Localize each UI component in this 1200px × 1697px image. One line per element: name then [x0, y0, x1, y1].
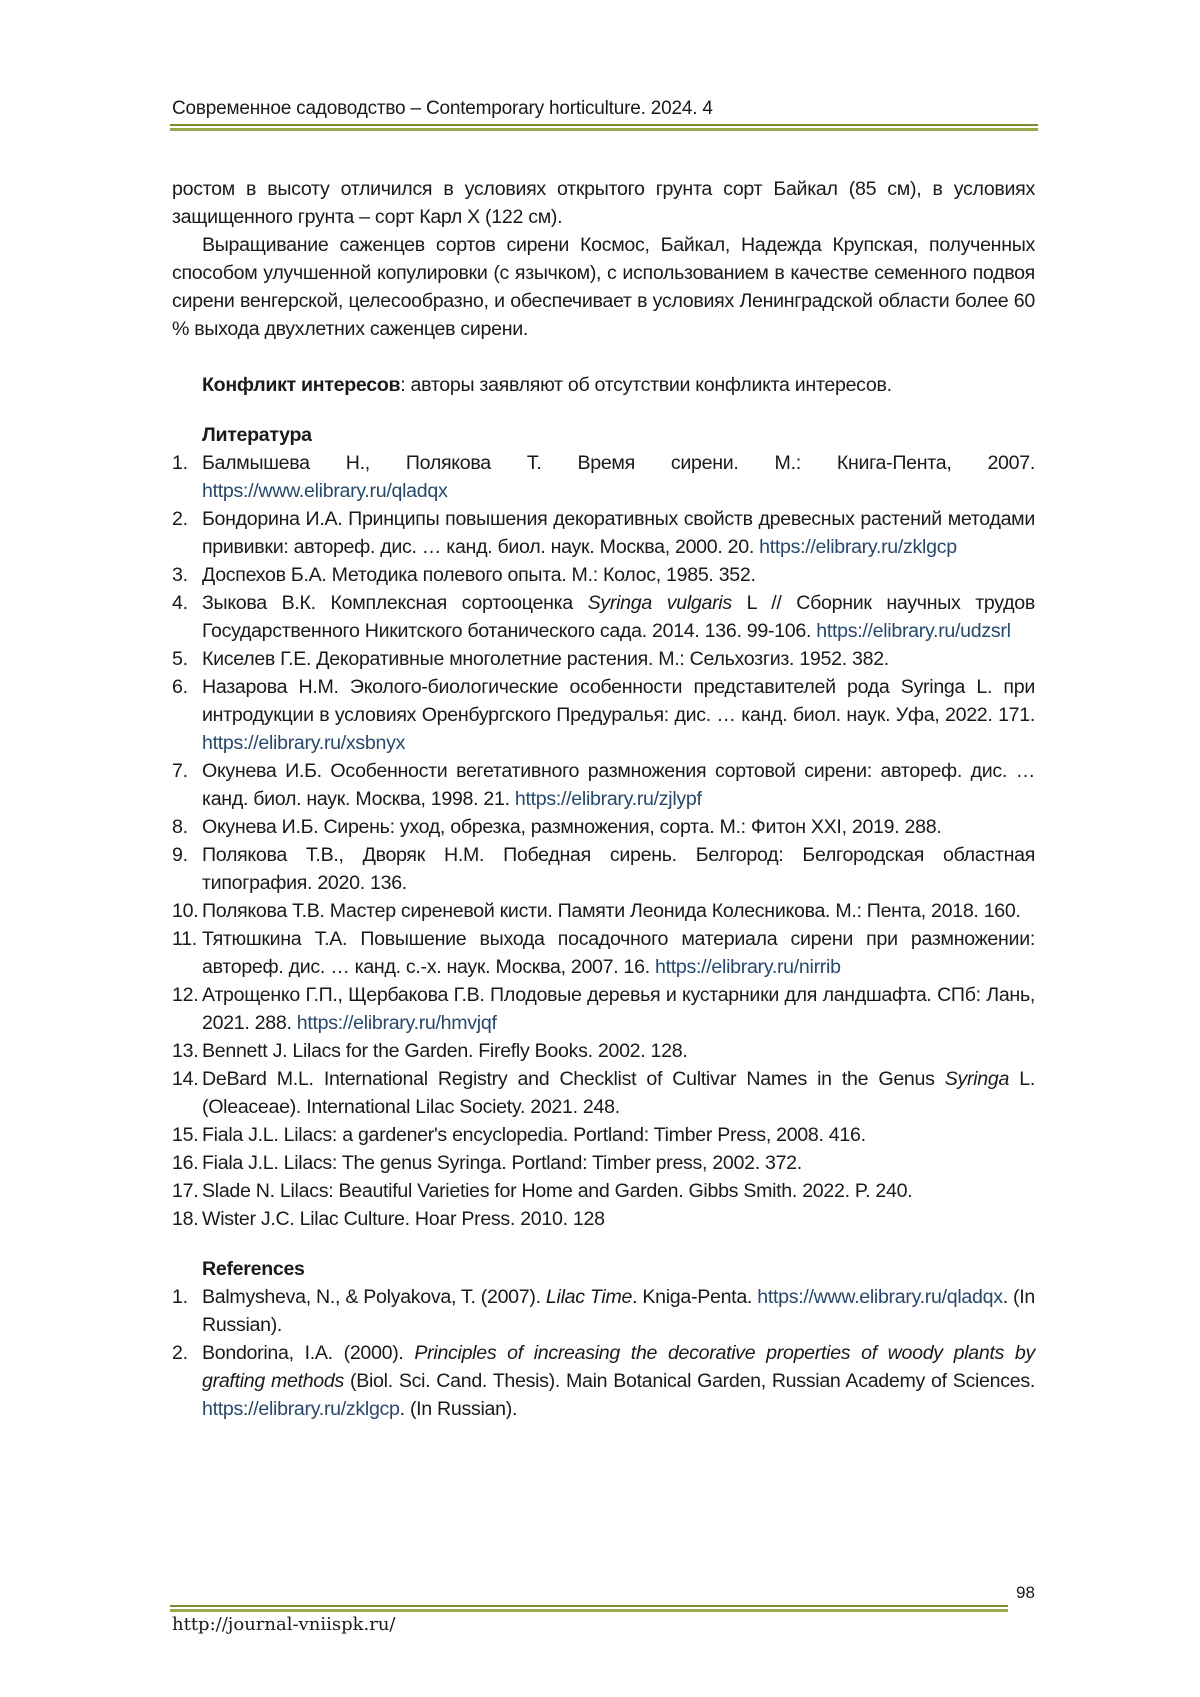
- reference-number: 16.: [172, 1152, 199, 1174]
- journal-header-title: Современное садоводство – Contemporary horticulture. 2024. 4: [172, 98, 713, 119]
- reference-item: [172, 1205, 1035, 1233]
- reference-text: Wister J.C. Lilac Culture. Hoar Press. 2010. 128: [202, 1208, 605, 1230]
- reference-item: [172, 1149, 1035, 1177]
- paragraph: ростом в высоту отличился в условиях открытого грунта сорт Байкал (85 см), в условиях защищенного грунта – сорт Карл Х (122 см).: [172, 178, 1035, 228]
- reference-number: 11.: [172, 928, 197, 950]
- reference-item: [172, 981, 1035, 1037]
- reference-text: Назарова Н.М. Эколого-биологические особенности представителей рода Syringa L. при интродукции в условиях Оренбургского Предуралья: дис. … канд. биол. наук. Уфа, 2022. 171.: [202, 676, 1035, 726]
- reference-number: 14.: [172, 1068, 199, 1090]
- reference-text: . (In Russian).: [202, 1286, 1035, 1336]
- reference-text: Атрощенко Г.П., Щербакова Г.В. Плодовые деревья и кустарники для ландшафта. СПб: Лань, 2021. 288.: [202, 984, 1035, 1034]
- reference-text: Fiala J.L. Lilacs: a gardener's encyclopedia. Portland: Timber Press, 2008. 416.: [202, 1124, 866, 1146]
- reference-link[interactable]: https://elibrary.ru/nirrib: [655, 956, 841, 978]
- reference-link[interactable]: https://www.elibrary.ru/qladqx: [757, 1286, 1003, 1308]
- reference-link[interactable]: https://elibrary.ru/xsbnyx: [202, 732, 406, 754]
- reference-item: [172, 1065, 1035, 1121]
- footer-rule-thick: [170, 1609, 1008, 1612]
- reference-item: [172, 1037, 1035, 1065]
- reference-item: [172, 1283, 1035, 1339]
- reference-item: [172, 645, 1035, 673]
- reference-text: Полякова Т.В., Дворяк Н.М. Победная сирень. Белгород: Белгородская областная типография. 2020. 136.: [202, 844, 1035, 894]
- reference-text: Полякова Т.В. Мастер сиреневой кисти. Памяти Леонида Колесникова. М.: Пента, 2018. 160.: [202, 900, 1021, 922]
- reference-number: 4.: [172, 592, 188, 614]
- reference-number: 8.: [172, 816, 188, 838]
- reference-number: 10.: [172, 900, 199, 922]
- reference-text: Bennett J. Lilacs for the Garden. Firefly Books. 2002. 128.: [202, 1040, 688, 1062]
- reference-number: 17.: [172, 1180, 199, 1202]
- article-body: [172, 175, 1035, 1423]
- reference-text: Бондорина И.А. Принципы повышения декоративных свойств древесных растений методами прививки: автореф. дис. … канд. биол. наук. Москва, 2000. 20.: [202, 508, 1035, 558]
- reference-text: Тятюшкина Т.А. Повышение выхода посадочного материала сирени при размножении: автореф. дис. … канд. с.-х. наук. Москва, 2007. 16.: [202, 928, 1035, 978]
- page-number: 98: [1016, 1583, 1035, 1602]
- reference-text: Зыкова В.К. Комплексная сортооценка: [202, 592, 588, 614]
- reference-text: Balmysheva, N., & Polyakova, T. (2007).: [202, 1286, 546, 1308]
- reference-text: . (In Russian).: [399, 1398, 518, 1420]
- reference-item: [172, 757, 1035, 813]
- conflict-of-interest: [172, 371, 1035, 399]
- spacer: [172, 1233, 1035, 1255]
- header-rule-thick: [170, 128, 1038, 131]
- reference-item: [172, 589, 1035, 645]
- reference-item: [172, 1339, 1035, 1423]
- reference-text: Bondorina, I.A. (2000).: [202, 1342, 415, 1364]
- reference-text: Slade N. Lilacs: Beautiful Varieties for Home and Garden. Gibbs Smith. 2022. P. 240.: [202, 1180, 913, 1202]
- reference-text: Балмышева Н., Полякова Т. Время сирени. М.: Книга-Пента, 2007.: [202, 452, 1035, 474]
- spacer: [172, 343, 1035, 371]
- reference-number: 15.: [172, 1124, 199, 1146]
- paragraph: Выращивание саженцев сортов сирени Космос, Байкал, Надежда Крупская, полученных способом улучшенной копулировки (с язычком), с использованием в качестве семенного подвоя сирени венгерской, целесообразно, и обеспечивает в условиях Ленинградской области более 60 % выхода двухлетних саженцев сирени.: [172, 234, 1035, 340]
- reference-text: L. (Oleaceae). International Lilac Society. 2021. 248.: [202, 1068, 1035, 1118]
- conflict-label: Конфликт интересов: [202, 374, 401, 396]
- reference-number: 12.: [172, 984, 199, 1006]
- reference-number: 1.: [172, 1286, 188, 1308]
- reference-number: 13.: [172, 1040, 199, 1062]
- reference-number: 9.: [172, 844, 188, 866]
- reference-text: (Biol. Sci. Cand. Thesis). Main Botanical Garden, Russian Academy of Sciences.: [344, 1370, 1035, 1392]
- conflict-text: : авторы заявляют об отсутствии конфликта интересов.: [400, 374, 892, 396]
- reference-item: [172, 1121, 1035, 1149]
- header-rule: [170, 124, 1038, 126]
- reference-text: Окунева И.Б. Особенности вегетативного размножения сортовой сирени: автореф. дис. … канд. биол. наук. Москва, 1998. 21.: [202, 760, 1035, 810]
- reference-item: [172, 505, 1035, 561]
- reference-item: [172, 813, 1035, 841]
- reference-text: Киселев Г.Е. Декоративные многолетние растения. М.: Сельхозгиз. 1952. 382.: [202, 648, 889, 670]
- reference-number: 5.: [172, 648, 188, 670]
- reference-italic-text: Syringa: [944, 1068, 1010, 1090]
- literature-heading: Литература: [202, 424, 312, 446]
- reference-link[interactable]: https://elibrary.ru/zjlypf: [514, 788, 702, 810]
- reference-text: Доспехов Б.А. Методика полевого опыта. М.: Колос, 1985. 352.: [202, 564, 756, 586]
- reference-text: L // Сборник научных трудов Государственного Никитского ботанического сада. 2014. 136. 99-106.: [202, 592, 1035, 642]
- reference-text: . Kniga-Penta.: [632, 1286, 758, 1308]
- reference-number: 3.: [172, 564, 188, 586]
- spacer: [172, 399, 1035, 421]
- reference-link[interactable]: https://elibrary.ru/hmvjqf: [296, 1012, 497, 1034]
- reference-link[interactable]: https://elibrary.ru/udzsrl: [816, 620, 1011, 642]
- literature-list: [172, 449, 1035, 1233]
- reference-item: [172, 673, 1035, 757]
- footer-rule: [170, 1605, 1008, 1607]
- reference-link[interactable]: https://elibrary.ru/zklgcp: [759, 536, 957, 558]
- reference-text: Fiala J.L. Lilacs: The genus Syringa. Portland: Timber press, 2002. 372.: [202, 1152, 802, 1174]
- reference-italic-text: Principles of increasing the decorative properties of woody plants by grafting methods: [202, 1342, 1035, 1392]
- reference-link[interactable]: https://www.elibrary.ru/qladqx: [202, 480, 448, 502]
- reference-number: 1.: [172, 452, 188, 474]
- references-list: [172, 1283, 1035, 1423]
- footer-url-link[interactable]: http://journal-vniispk.ru/: [172, 1614, 396, 1635]
- reference-item: [172, 561, 1035, 589]
- reference-number: 6.: [172, 676, 188, 698]
- reference-number: 2.: [172, 508, 188, 530]
- reference-italic-text: Lilac Time: [545, 1286, 633, 1308]
- reference-number: 2.: [172, 1342, 188, 1364]
- reference-number: 18.: [172, 1208, 199, 1230]
- reference-number: 7.: [172, 760, 188, 782]
- reference-item: [172, 897, 1035, 925]
- reference-item: [172, 925, 1035, 981]
- reference-text: DeBard M.L. International Registry and Checklist of Cultivar Names in the Genus: [202, 1068, 945, 1090]
- reference-link[interactable]: https://elibrary.ru/zklgcp: [202, 1398, 400, 1420]
- reference-italic-text: Syringa vulgaris: [587, 592, 732, 614]
- reference-item: [172, 841, 1035, 897]
- references-heading: References: [202, 1258, 305, 1280]
- reference-item: [172, 1177, 1035, 1205]
- reference-text: Окунева И.Б. Сирень: уход, обрезка, размножения, сорта. М.: Фитон XXI, 2019. 288.: [202, 816, 942, 838]
- reference-item: [172, 449, 1035, 505]
